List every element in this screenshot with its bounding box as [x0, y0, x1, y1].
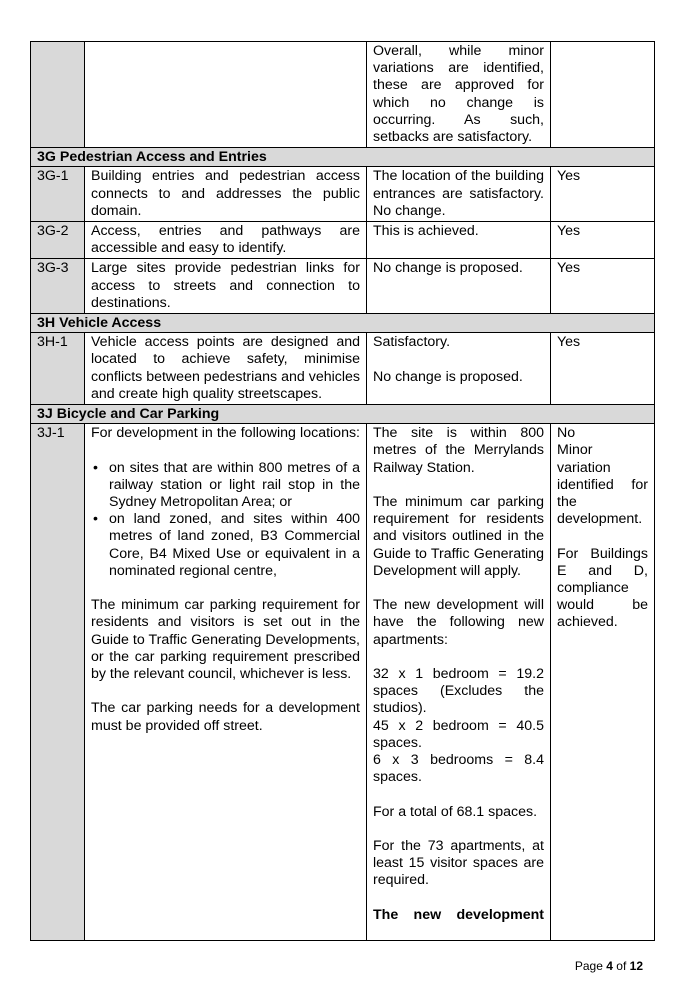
table-row [31, 222, 655, 259]
compliance-cell: Yes [551, 259, 655, 314]
objective-cell [85, 424, 367, 941]
objective-text: The minimum car parking requirement for residents and visitors is set out in the Guide to Traffic Generating Developments, or the car parking requirement prescribed by the relevant council, whichever is less. [91, 597, 360, 683]
objective-cell: Access, entries and pathways are accessible and easy to identify. [85, 222, 367, 259]
compliance-cell [551, 42, 655, 148]
objective-cell [85, 42, 367, 148]
response-text: For a total of 68.1 spaces. [373, 803, 538, 820]
objective-cell: Building entries and pedestrian access connects to and addresses the public domain. [85, 167, 367, 222]
response-cell [367, 424, 551, 941]
response-text: Satisfactory. [373, 334, 451, 351]
response-text: The minimum car parking requirement for residents and visitors outlined in the Guide to Traffic Generating Development will apply. [373, 494, 544, 579]
response-cell: Overall, while minor variations are identified, these are approved for which no change is occurring. As such, setbacks are satisfactory. [367, 42, 551, 148]
compliance-text: Minor variation identified for the development. [557, 442, 648, 528]
response-text: 6 x 3 bedrooms = 8.4 spaces. [373, 752, 544, 786]
response-text: No change is proposed. [373, 368, 523, 385]
response-text: The new development will have the following new apartments: [373, 597, 544, 648]
response-cell: This is achieved. [367, 222, 551, 259]
page-total: 12 [629, 959, 643, 973]
table-row [31, 333, 655, 405]
section-heading-row [31, 148, 655, 167]
location-list [91, 460, 360, 580]
objective-cell: Large sites provide pedestrian links for access to streets and connection to destinations. [85, 259, 367, 314]
row-id-cell: 3J-1 [31, 424, 85, 941]
row-id-cell: 3G-3 [31, 259, 85, 314]
row-id-cell: 3G-2 [31, 222, 85, 259]
objective-intro: For development in the following locations: [91, 425, 360, 442]
table-row [31, 167, 655, 222]
page-number [575, 959, 643, 973]
compliance-text: For Buildings E and D, compliance would be achieved. [557, 545, 648, 631]
response-cell: The location of the building entrances are satisfactory. No change. [367, 167, 551, 222]
assessment-table [30, 41, 655, 941]
section-heading: 3J Bicycle and Car Parking [31, 405, 655, 424]
response-text: 45 x 2 bedroom = 40.5 spaces. [373, 717, 544, 751]
response-text: The site is within 800 metres of the Merrylands Railway Station. [373, 425, 544, 476]
compliance-text: No [557, 425, 576, 442]
objective-text: The car parking needs for a development must be provided off street. [91, 700, 360, 734]
page-of-label: of [616, 959, 627, 973]
section-heading: 3H Vehicle Access [31, 314, 655, 333]
list-item: • on land zoned, and sites within 400 metres of land zoned, B3 Commercial Core, B4 Mixed Use or equivalent in a nominated regional centre, [91, 511, 360, 580]
list-item: • on sites that are within 800 metres of a railway station or light rail stop in the Sydney Metropolitan Area; or [91, 460, 360, 512]
response-cell: No change is proposed. [367, 259, 551, 314]
response-text: 32 x 1 bedroom = 19.2 spaces (Excludes the studios). [373, 666, 544, 717]
row-id-cell: 3H-1 [31, 333, 85, 405]
table-row [31, 424, 655, 941]
objective-cell: Vehicle access points are designed and located to achieve safety, minimise conflicts between pedestrians and vehicles and create high quality streetscapes. [85, 333, 367, 405]
section-heading-row [31, 314, 655, 333]
compliance-cell: Yes [551, 167, 655, 222]
compliance-cell: Yes [551, 222, 655, 259]
page-label: Page [574, 959, 603, 973]
section-heading-row [31, 405, 655, 424]
row-id-cell [31, 42, 85, 148]
response-text: The new development [373, 906, 544, 923]
section-heading: 3G Pedestrian Access and Entries [31, 148, 655, 167]
compliance-cell [551, 424, 655, 941]
table-row [31, 42, 655, 148]
response-cell [367, 333, 551, 405]
response-text: For the 73 apartments, at least 15 visitor spaces are required. [373, 838, 544, 889]
page-current: 4 [606, 959, 613, 973]
table-row [31, 259, 655, 314]
compliance-cell: Yes [551, 333, 655, 405]
row-id-cell: 3G-1 [31, 167, 85, 222]
